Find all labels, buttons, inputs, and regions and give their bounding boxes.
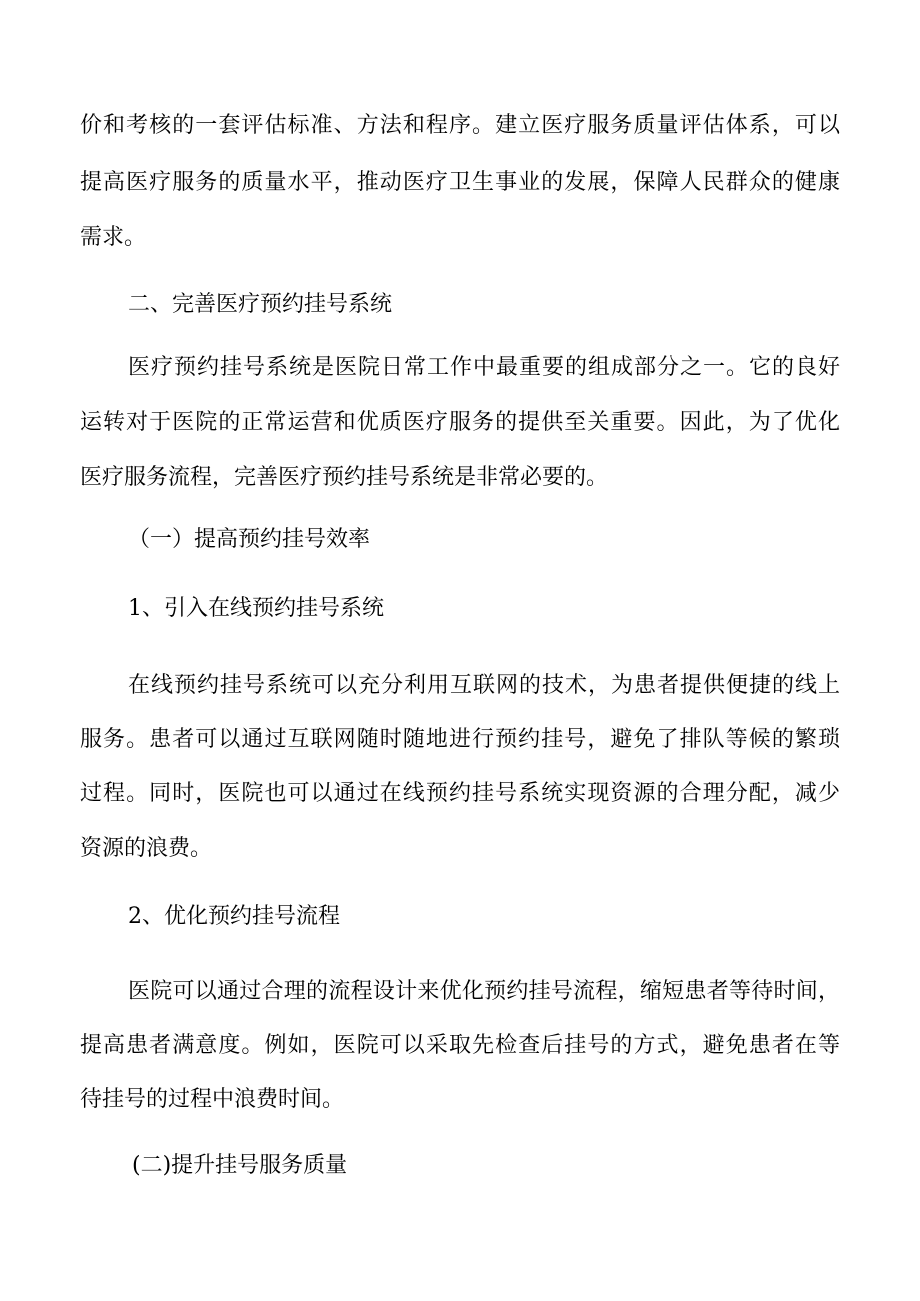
paragraph-line: 提高患者满意度。例如，医院可以采取先检查后挂号的方式，避免患者在等	[80, 1033, 840, 1058]
subsection-heading: (二)提升挂号服务质量	[132, 1153, 348, 1178]
paragraph-line: 提高医疗服务的质量水平，推动医疗卫生事业的发展，保障人民群众的健康	[80, 170, 840, 195]
paragraph-line: 在线预约挂号系统可以充分利用互联网的技术，为患者提供便捷的线上	[128, 673, 840, 698]
paragraph-line: 服务。患者可以通过互联网随时随地进行预约挂号，避免了排队等候的繁琐	[80, 727, 840, 752]
paragraph-line: 待挂号的过程中浪费时间。	[80, 1087, 345, 1112]
paragraph-line: 医疗预约挂号系统是医院日常工作中最重要的组成部分之一。它的良好	[128, 355, 840, 380]
paragraph-line: 资源的浪费。	[80, 836, 213, 861]
paragraph-line: 价和考核的一套评估标准、方法和程序。建立医疗服务质量评估体系，可以	[80, 113, 840, 138]
paragraph-line: 运转对于医院的正常运营和优质医疗服务的提供至关重要。因此，为了优化	[80, 410, 840, 435]
paragraph-line: 医院可以通过合理的流程设计来优化预约挂号流程，缩短患者等待时间，	[128, 979, 840, 1004]
paragraph-line: 需求。	[80, 225, 147, 250]
item-heading: 1、引入在线预约挂号系统	[128, 596, 384, 621]
item-heading: 2、优化预约挂号流程	[128, 904, 340, 929]
paragraph-line: 过程。同时，医院也可以通过在线预约挂号系统实现资源的合理分配，减少	[80, 781, 840, 806]
subsection-heading: （一）提高预约挂号效率	[128, 527, 371, 552]
section-heading: 二、完善医疗预约挂号系统	[128, 292, 393, 317]
paragraph-line: 医疗服务流程，完善医疗预约挂号系统是非常必要的。	[80, 465, 609, 490]
